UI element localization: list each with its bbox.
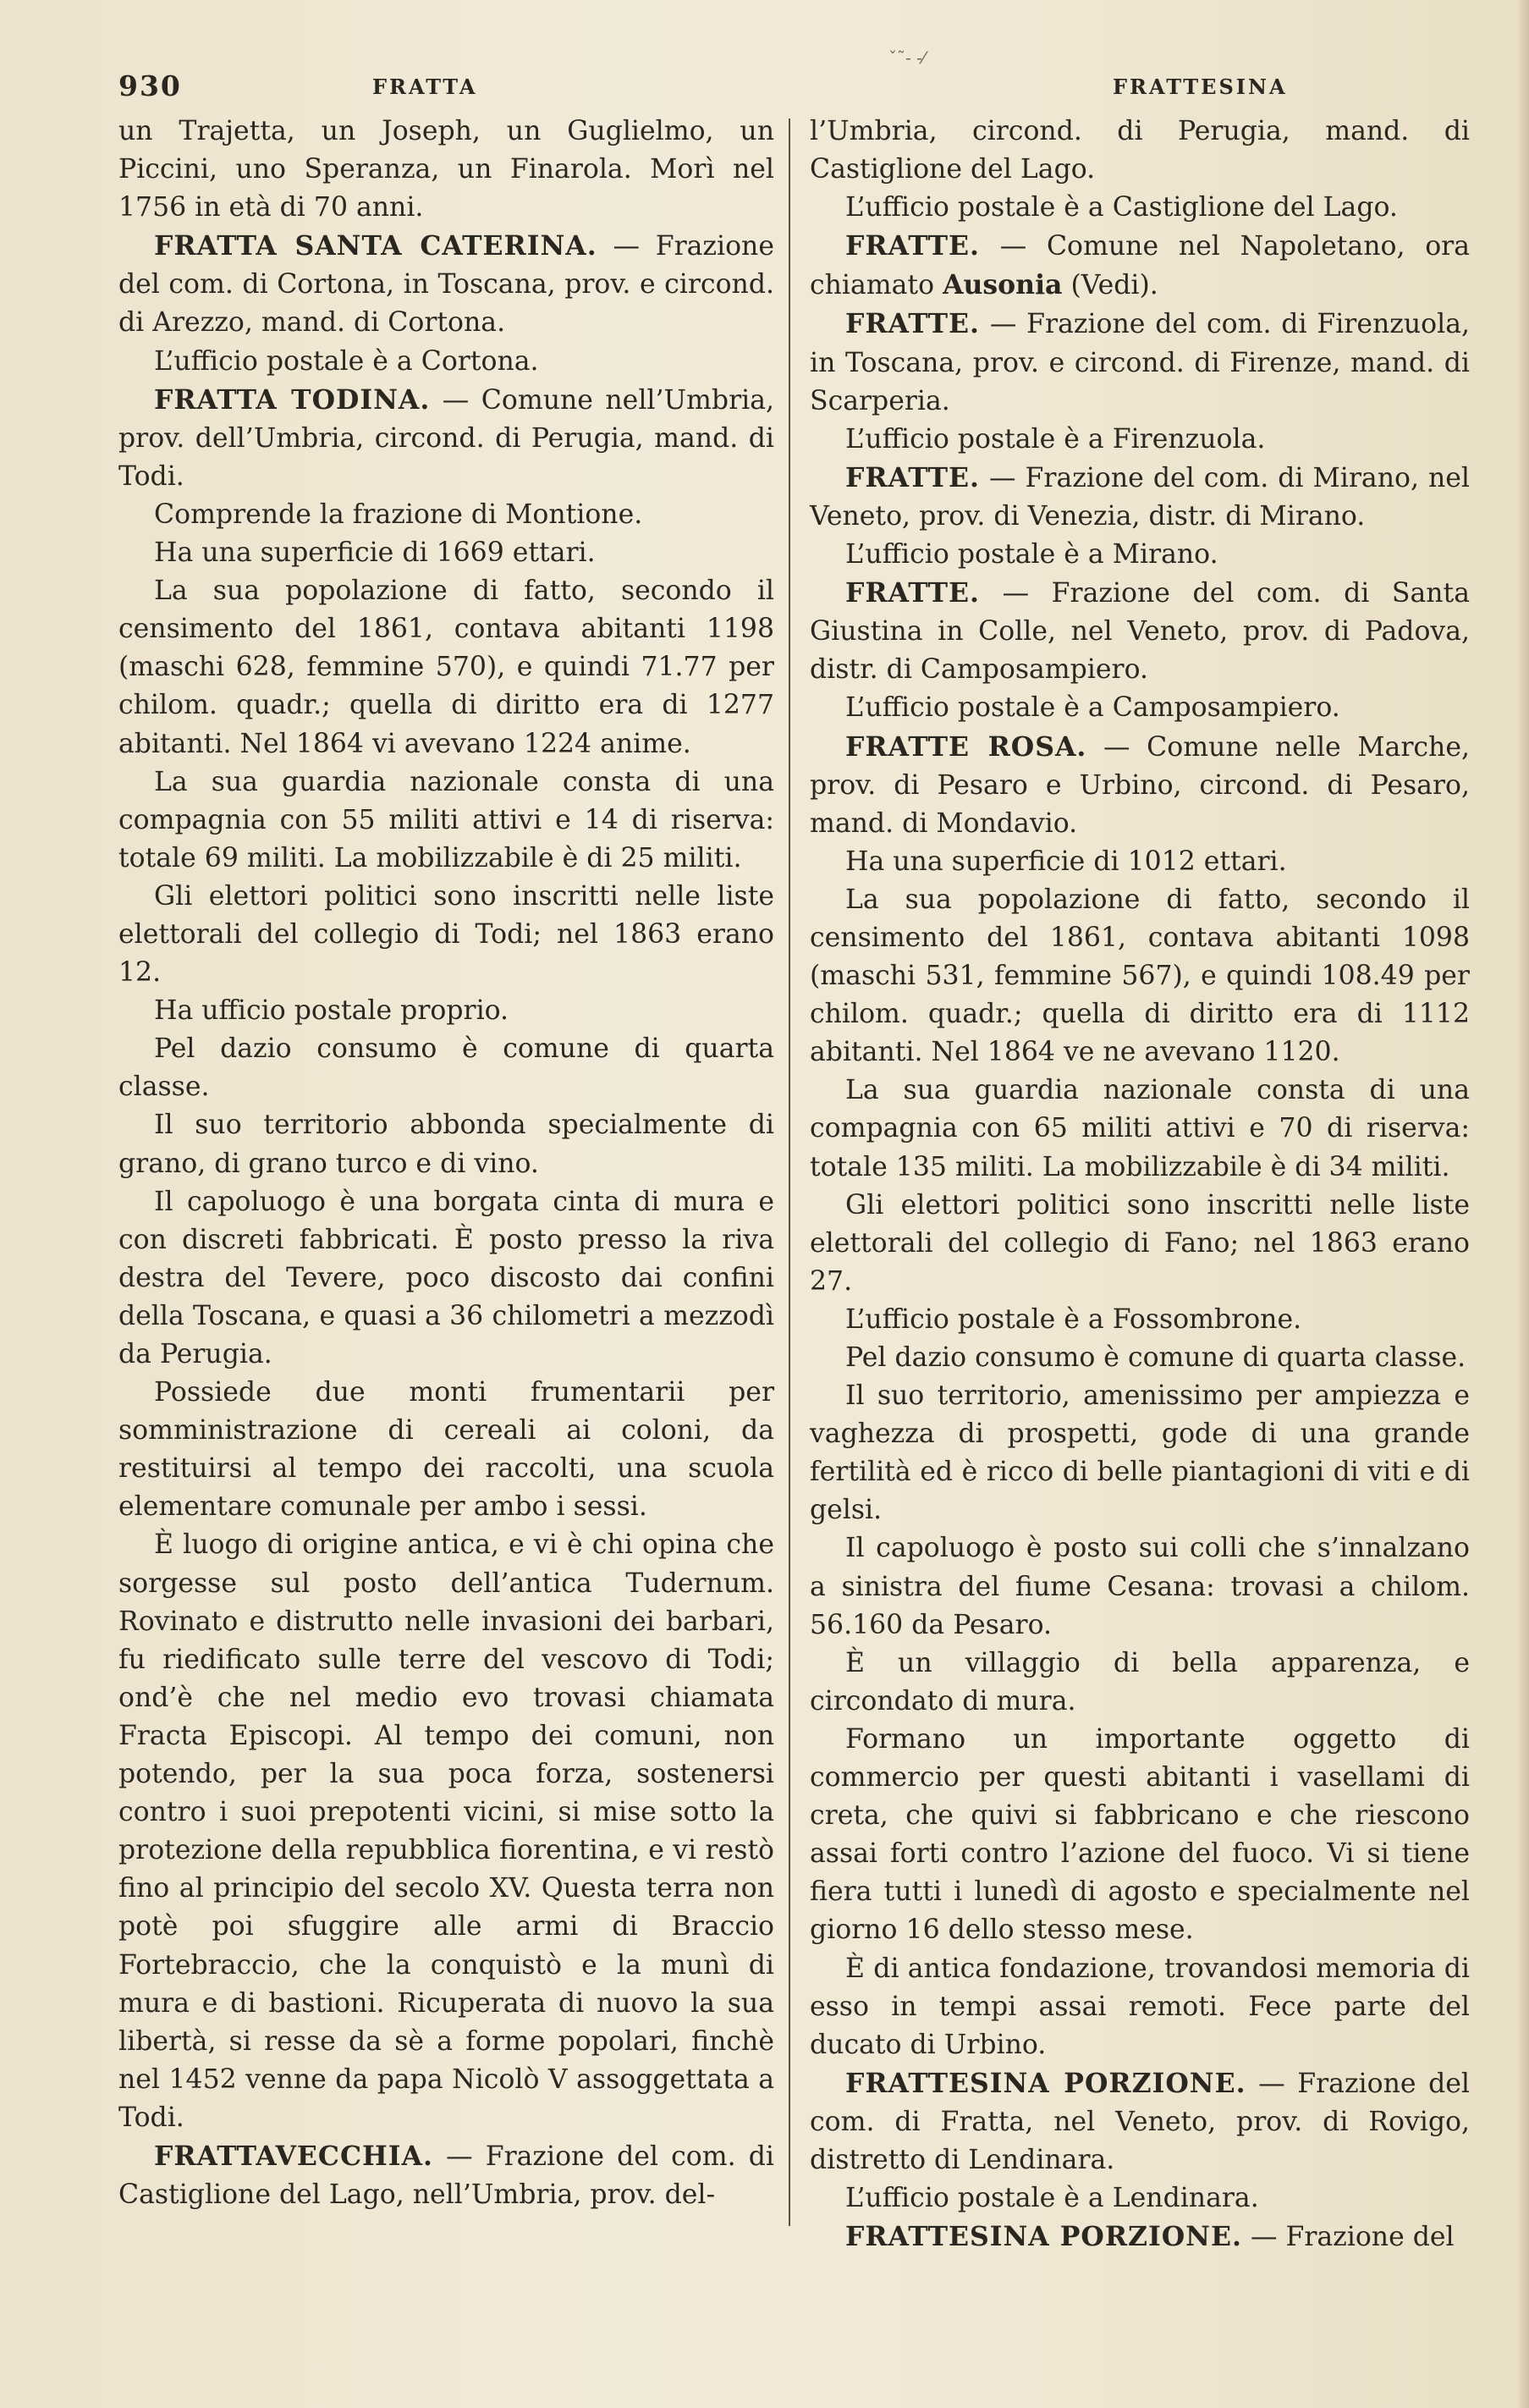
page-header xyxy=(118,69,1468,103)
right-column xyxy=(810,113,1470,2256)
entry-text: — Comune nelle Marche, prov. di Pesaro e Urbino, circond. di Pesaro, mand. di Mondavio. xyxy=(810,731,1470,839)
dictionary-entry xyxy=(810,2064,1470,2179)
paragraph: L’ufficio postale è a Castiglione del Lago. xyxy=(845,192,1398,223)
paragraph: Pel dazio consumo è comune di quarta classe. xyxy=(118,1033,774,1103)
paragraph: Gli elettori politici sono inscritti nelle liste elettorali del collegio di Fano; nel 1863 erano 27. xyxy=(810,1189,1470,1297)
paragraph: Ha una superficie di 1012 ettari. xyxy=(845,846,1287,877)
entry-text: — Frazione del com. di Castiglione del Lago, nell’Umbria, prov. del- xyxy=(118,2141,774,2211)
paragraph: Il capoluogo è una borgata cinta di mura e con discreti fabbricati. È posto presso la riva destra del Tevere, poco discosto dai confini della Toscana, e quasi a 36 chilometri a mezzodì da Perugia. xyxy=(118,1186,774,1369)
paragraph: L’ufficio postale è a Lendinara. xyxy=(845,2183,1259,2214)
paragraph: Possiede due monti frumentarii per somministrazione di cereali ai coloni, da restituirsi al tempo dei raccolti, una scuola elementare comunale per ambo i sessi. xyxy=(118,1377,774,1523)
dictionary-entry xyxy=(810,728,1470,843)
paragraph: Ha una superficie di 1669 ettari. xyxy=(154,537,596,569)
paragraph: Il suo territorio abbonda specialmente di grano, di grano turco e di vino. xyxy=(118,1110,774,1179)
paragraph: È di antica fondazione, trovandosi memoria di esso in tempi assai remoti. Fece parte del ducato di Urbino. xyxy=(810,1953,1470,2060)
paragraph: La sua popolazione di fatto, secondo il censimento del 1861, contava abitanti 1098 (maschi 531, femmine 567), e quindi 108.49 per chilom. quadr.; quella di diritto era di 1112 abitanti. Nel 1864 ve ne avevano 1120. xyxy=(810,884,1470,1068)
paragraph: Formano un importante oggetto di commercio per questi abitanti i vasellami di creta, che quivi si fabbricano e che riescono assai forti contro l’azione del fuoco. Vi si tiene fiera tutti i lunedì di agosto e specialmente nel giorno 16 dello stesso mese. xyxy=(810,1723,1470,1946)
dictionary-entry xyxy=(810,459,1470,536)
paragraph: L’ufficio postale è a Camposampiero. xyxy=(845,692,1340,724)
dictionary-entry xyxy=(810,2218,1470,2256)
paragraph: Comprende la frazione di Montione. xyxy=(154,499,643,530)
entry-text-tail: (Vedi). xyxy=(1062,270,1158,301)
entry-text: — Frazione del com. di Santa Giustina in Colle, nel Veneto, prov. di Padova, distr. di Camposampiero. xyxy=(810,578,1470,686)
entry-text: — Frazione del xyxy=(1241,2222,1455,2253)
page-number: 930 xyxy=(118,69,182,102)
column-rule xyxy=(789,118,790,2226)
dictionary-entry xyxy=(118,381,774,496)
entry-headword: FRATTA SANTA CATERINA. xyxy=(154,230,597,262)
entry-text: — Frazione del com. di Mirano, nel Veneto, prov. di Venezia, distr. di Mirano. xyxy=(810,462,1470,532)
continued-paragraph: un Trajetta, un Joseph, un Guglielmo, un Piccini, uno Speranza, un Finarola. Morì nel 1756 in età di 70 anni. xyxy=(118,116,774,223)
paragraph: Il capoluogo è posto sui colli che s’innalzano a sinistra del fiume Cesana: trovasi a chilom. 56.160 da Pesaro. xyxy=(810,1533,1470,1640)
entry-cross-reference: Ausonia xyxy=(943,269,1063,301)
dictionary-entry xyxy=(118,227,774,342)
entry-text: — Frazione del com. di Cortona, in Toscana, prov. e circond. di Arezzo, mand. di Cortona. xyxy=(118,231,774,339)
entry-headword: FRATTE. xyxy=(845,577,980,609)
entry-headword: FRATTAVECCHIA. xyxy=(154,2140,433,2172)
dictionary-entry xyxy=(810,227,1470,305)
running-head-left: FRATTA xyxy=(372,74,478,99)
left-column xyxy=(118,113,774,2214)
continued-paragraph: l’Umbria, circond. di Perugia, mand. di Castiglione del Lago. xyxy=(810,116,1470,185)
dictionary-entry xyxy=(810,305,1470,420)
paragraph: L’ufficio postale è a Fossombrone. xyxy=(845,1303,1302,1335)
paragraph: Ha ufficio postale proprio. xyxy=(154,995,509,1027)
paragraph: Pel dazio consumo è comune di quarta classe. xyxy=(845,1342,1466,1373)
paragraph: La sua popolazione di fatto, secondo il censimento del 1861, contava abitanti 1198 (maschi 628, femmine 570), e quindi 71.77 per chilom. quadr.; quella di diritto era di 1277 abitanti. Nel 1864 vi avevano 1224 anime. xyxy=(118,576,774,759)
entry-headword: FRATTESINA PORZIONE. xyxy=(845,2067,1246,2099)
paragraph: La sua guardia nazionale consta di una compagnia con 65 militi attivi e 70 di riserva: totale 135 militi. La mobilizzabile è di 34 militi. xyxy=(810,1075,1470,1182)
entry-headword: FRATTESINA PORZIONE. xyxy=(845,2221,1242,2253)
paragraph: È un villaggio di bella apparenza, e circondato di mura. xyxy=(810,1647,1470,1716)
paragraph: L’ufficio postale è a Cortona. xyxy=(154,345,539,377)
entry-headword: FRATTE. xyxy=(845,230,980,262)
entry-headword: FRATTE ROSA. xyxy=(845,730,1087,763)
paragraph: La sua guardia nazionale consta di una compagnia con 55 militi attivi e 14 di riserva: totale 69 militi. La mobilizzabile è di 25 militi. xyxy=(118,766,774,873)
dictionary-entry xyxy=(810,574,1470,689)
entry-text: — Frazione del com. di Fratta, nel Veneto, prov. di Rovigo, distretto di Lendinara. xyxy=(810,2068,1470,2175)
entry-headword: FRATTA TODINA. xyxy=(154,383,431,416)
paragraph: L’ufficio postale è a Firenzuola. xyxy=(845,423,1266,455)
entry-headword: FRATTE. xyxy=(845,308,980,340)
top-smudge-mark: ˇ˜‐ ‐⁄ xyxy=(888,47,926,68)
paragraph: L’ufficio postale è a Mirano. xyxy=(845,539,1218,570)
entry-text: — Comune nell’Umbria, prov. dell’Umbria, circond. di Perugia, mand. di Todi. xyxy=(118,384,774,492)
entry-text: — Frazione del com. di Firenzuola, in Toscana, prov. e circond. di Firenze, mand. di Scarperia. xyxy=(810,309,1470,416)
dictionary-entry xyxy=(118,2137,774,2214)
paragraph: Il suo territorio, amenissimo per ampiezza e vaghezza di prospetti, gode di una grande fertilità ed è ricco di belle piantagioni di viti e di gelsi. xyxy=(810,1380,1470,1526)
entry-headword: FRATTE. xyxy=(845,461,980,493)
running-head-right: FRATTESINA xyxy=(1113,74,1288,99)
paragraph: Gli elettori politici sono inscritti nelle liste elettorali del collegio di Todi; nel 1863 erano 12. xyxy=(118,880,774,989)
paragraph: È luogo di origine antica, e vi è chi opina che sorgesse sul posto dell’antica Tudernum. Rovinato e distrutto nelle invasioni dei barbari, fu riedificato sulle terre del vescovo di Todi; ond’è che nel medio evo trovasi chiamata Fracta Episcopi. Al tempo dei comuni, non potendo, per la sua poca forza, sostenersi contro i suoi prepotenti vicini, si mise sotto la protezione della repubblica fiorentina, e vi restò fino al principio del secolo XV. Questa terra non potè poi sfuggire alle armi di Braccio Fortebraccio, che la conquistò e la munì di mura e di bastioni. Ricuperata di nuovo la sua libertà, si resse da sè a forme popolari, finchè nel 1452 venne da papa Nicolò V assoggettata a Todi. xyxy=(118,1529,774,2133)
entry-text: — Comune nel Napoletano, ora chiamato xyxy=(810,231,1470,301)
